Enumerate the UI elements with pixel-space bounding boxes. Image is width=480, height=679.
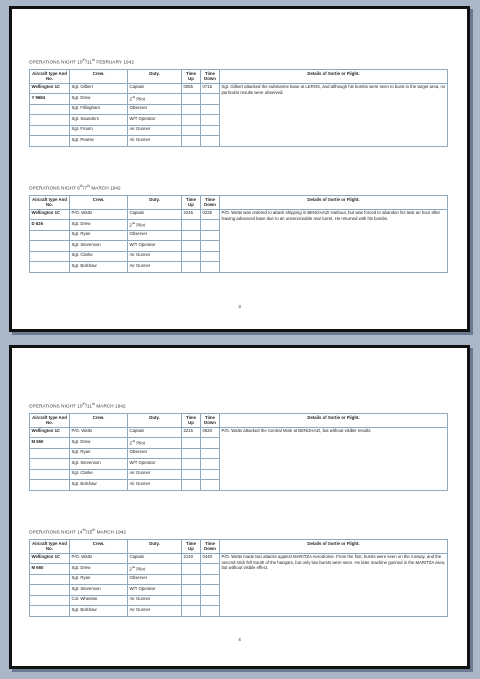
- time-down-cell: [201, 136, 220, 147]
- aircraft-cell: [30, 585, 70, 596]
- crew-duty: 2nd Pilot: [128, 564, 182, 575]
- time-down-header: Time Down: [201, 540, 220, 554]
- sortie-details: P/O. Watts attacked the Central Mole at BENGHAZI, but without visible results.: [220, 427, 448, 490]
- aircraft-cell: [30, 469, 70, 480]
- ordinal-suffix: th: [92, 528, 96, 532]
- heading-text: MARCH 1942: [90, 185, 121, 191]
- crew-name: Sgt. Bolshaw: [70, 606, 128, 617]
- time-down-cell: [201, 230, 220, 241]
- crew-duty: W/T Operator: [128, 241, 182, 252]
- time-up: 2246: [182, 209, 201, 220]
- crew-row: [30, 209, 448, 220]
- time-up-cell: [182, 230, 201, 241]
- operations-heading: [29, 58, 459, 64]
- aircraft-cell: [30, 574, 70, 585]
- time-up-cell: [182, 104, 201, 115]
- crew-name: Sgt. Gilbert: [70, 83, 128, 94]
- crew-duty: Captain: [128, 209, 182, 220]
- aircraft-number: Y 9684: [30, 94, 70, 105]
- crew-duty: Air Gunner: [128, 136, 182, 147]
- operations-section: [29, 184, 459, 273]
- heading-text: /7: [82, 185, 87, 191]
- time-down: 0440: [201, 553, 220, 564]
- aircraft-cell: [30, 448, 70, 459]
- aircraft-cell: [30, 125, 70, 136]
- time-up-cell: [182, 438, 201, 449]
- time-down-cell: [201, 115, 220, 126]
- operations-table: [29, 539, 448, 617]
- operations-table: [29, 195, 448, 273]
- aircraft-type: Wellington 1C: [30, 209, 70, 220]
- heading-text: OPERATIONS NIGHT 10: [29, 59, 83, 65]
- crew-name: Sgt. Clarke: [70, 251, 128, 262]
- page-number: 3: [238, 304, 241, 309]
- crew-duty: Observer: [128, 574, 182, 585]
- duty-header: Duty.: [128, 540, 182, 554]
- aircraft-cell: [30, 480, 70, 491]
- operations-table: [29, 413, 448, 491]
- aircraft-type: Wellington 1C: [30, 83, 70, 94]
- heading-text: OPERATIONS NIGHT 14: [29, 529, 83, 535]
- aircraft-cell: [30, 104, 70, 115]
- crew-name: Sgt. Bolshaw: [70, 480, 128, 491]
- time-up-cell: [182, 595, 201, 606]
- time-up-header: Time Up: [182, 70, 201, 84]
- crew-duty: W/T Operator: [128, 115, 182, 126]
- time-up-cell: [182, 220, 201, 231]
- time-down-cell: [201, 104, 220, 115]
- time-up-cell: [182, 251, 201, 262]
- aircraft-type: Wellington 1C: [30, 553, 70, 564]
- crew-name: P/O. Watts: [70, 427, 128, 438]
- crew-duty: Air Gunner: [128, 606, 182, 617]
- time-down: 0715: [201, 83, 220, 94]
- details-header: Details of Sortie or Flight.: [220, 70, 448, 84]
- time-up-cell: [182, 606, 201, 617]
- crew-name: Sgt. Stevenson: [70, 585, 128, 596]
- aircraft-cell: [30, 595, 70, 606]
- aircraft-number: M 650: [30, 564, 70, 575]
- ordinal-suffix: th: [82, 402, 86, 406]
- crew-duty: Air Gunner: [128, 595, 182, 606]
- crew-name: Sgt. Ryan: [70, 574, 128, 585]
- time-down-header: Time Down: [201, 196, 220, 210]
- time-down-cell: [201, 448, 220, 459]
- aircraft-header: Aircraft type And No.: [30, 196, 70, 210]
- crew-name: Col. Wheelan: [70, 595, 128, 606]
- time-down-cell: [201, 251, 220, 262]
- time-up-cell: [182, 574, 201, 585]
- operations-heading: [29, 402, 459, 408]
- time-down-cell: [201, 459, 220, 470]
- crew-header: Crew.: [70, 414, 128, 428]
- crew-duty: Air Gunner: [128, 251, 182, 262]
- crew-row: [30, 553, 448, 564]
- ordinal-suffix: th: [91, 402, 95, 406]
- time-up-cell: [182, 469, 201, 480]
- crew-duty: Observer: [128, 104, 182, 115]
- aircraft-header: Aircraft type And No.: [30, 70, 70, 84]
- heading-text: /15: [85, 529, 93, 535]
- time-up-cell: [182, 585, 201, 596]
- operations-heading: [29, 184, 459, 190]
- time-up-cell: [182, 262, 201, 273]
- details-header: Details of Sortie or Flight.: [220, 196, 448, 210]
- aircraft-cell: [30, 241, 70, 252]
- crew-name: P/O. Watts: [70, 209, 128, 220]
- crew-name: P/O. Watts: [70, 553, 128, 564]
- crew-duty: Air Gunner: [128, 125, 182, 136]
- time-down-cell: [201, 220, 220, 231]
- crew-header: Crew.: [70, 70, 128, 84]
- aircraft-cell: [30, 136, 70, 147]
- time-up-cell: [182, 125, 201, 136]
- time-down-cell: [201, 480, 220, 491]
- time-down: 0620: [201, 427, 220, 438]
- crew-name: Sgt. Drew: [70, 564, 128, 575]
- heading-text: MARCH 1942: [94, 403, 126, 409]
- heading-text: /11: [85, 403, 92, 409]
- document-page: [9, 6, 470, 332]
- crew-header: Crew.: [70, 540, 128, 554]
- crew-name: Sgt. Ryan: [70, 230, 128, 241]
- crew-duty: Observer: [128, 230, 182, 241]
- crew-duty: 2nd Pilot: [128, 94, 182, 105]
- time-down-cell: [201, 595, 220, 606]
- crew-name: Sgt. Bolshaw: [70, 262, 128, 273]
- crew-header: Crew.: [70, 196, 128, 210]
- duty-header: Duty.: [128, 414, 182, 428]
- sortie-details: P/O. Watts was ordered to attack shipping in BENGHAZI Harbour, but was forced to abandon his task an hour after leaving advanced base due to an unserviceable rear turret. He returned with his bombs.: [220, 209, 448, 272]
- time-up-cell: [182, 94, 201, 105]
- duty-header: Duty.: [128, 70, 182, 84]
- time-up-cell: [182, 136, 201, 147]
- time-down-cell: [201, 469, 220, 480]
- heading-text: OPERATIONS NIGHT 10: [29, 403, 83, 409]
- aircraft-cell: [30, 230, 70, 241]
- aircraft-cell: [30, 262, 70, 273]
- time-down-cell: [201, 241, 220, 252]
- crew-duty: 2nd Pilot: [128, 438, 182, 449]
- time-up-cell: [182, 564, 201, 575]
- heading-text: /11: [85, 59, 92, 65]
- operations-section: [29, 58, 459, 147]
- crew-name: Sgt. Pearse: [70, 136, 128, 147]
- sortie-details: P/O. Watts made two attacks against MARITZA Aerodrome. From the first, bursts were seen on the runway, and the second stick fell South of the hangars, but only two bursts were seen. He later machine gunned in the MARITZA area, but without visible effect.: [220, 553, 448, 616]
- crew-duty: Captain: [128, 83, 182, 94]
- time-up: 2140: [182, 553, 201, 564]
- header-row: [30, 196, 448, 210]
- duty-header: Duty.: [128, 196, 182, 210]
- ordinal-suffix: th: [82, 58, 86, 62]
- time-down-cell: [201, 585, 220, 596]
- crew-duty: 2nd Pilot: [128, 220, 182, 231]
- crew-name: Sgt. Ryan: [70, 448, 128, 459]
- time-up: 2215: [182, 427, 201, 438]
- document-page: [9, 345, 470, 669]
- crew-duty: Captain: [128, 427, 182, 438]
- operations-table: [29, 69, 448, 147]
- time-down-cell: [201, 438, 220, 449]
- crew-name: Sgt. Drew: [70, 438, 128, 449]
- time-down-cell: [201, 125, 220, 136]
- sortie-details: Sgt. Gilbert attacked the submarine base at LEROS, and although his bombs were seen to burst in the target area, no particular results were observed.: [220, 83, 448, 146]
- page-number: 4: [238, 637, 241, 642]
- heading-text: MARCH 1942: [95, 529, 127, 535]
- heading-text: FEBRUARY 1942: [94, 59, 135, 65]
- crew-duty: W/T Operator: [128, 459, 182, 470]
- aircraft-number: M 650: [30, 438, 70, 449]
- aircraft-cell: [30, 251, 70, 262]
- time-down-cell: [201, 574, 220, 585]
- crew-name: Sgt. Stevenson: [70, 459, 128, 470]
- ordinal-suffix: th: [91, 58, 95, 62]
- header-row: [30, 70, 448, 84]
- time-down-cell: [201, 262, 220, 273]
- crew-row: [30, 83, 448, 94]
- header-row: [30, 540, 448, 554]
- crew-duty: W/T Operator: [128, 585, 182, 596]
- ordinal-suffix: th: [86, 184, 90, 188]
- aircraft-cell: [30, 115, 70, 126]
- time-up-cell: [182, 241, 201, 252]
- time-up-header: Time Up: [182, 540, 201, 554]
- crew-duty: Air Gunner: [128, 469, 182, 480]
- time-up-header: Time Up: [182, 196, 201, 210]
- time-up-cell: [182, 480, 201, 491]
- crew-name: Sgt. Saunders: [70, 115, 128, 126]
- crew-name: Sgt. Clarke: [70, 469, 128, 480]
- details-header: Details of Sortie or Flight.: [220, 540, 448, 554]
- header-row: [30, 414, 448, 428]
- crew-duty: Captain: [128, 553, 182, 564]
- crew-row: [30, 427, 448, 438]
- aircraft-type: Wellington 1C: [30, 427, 70, 438]
- crew-duty: Observer: [128, 448, 182, 459]
- crew-duty: Air Gunner: [128, 480, 182, 491]
- time-down-cell: [201, 606, 220, 617]
- crew-name: Sgt. Froom: [70, 125, 128, 136]
- time-down-cell: [201, 564, 220, 575]
- crew-name: Sgt. Drew: [70, 94, 128, 105]
- crew-name: Sgt. Fillingham: [70, 104, 128, 115]
- aircraft-header: Aircraft type And No.: [30, 540, 70, 554]
- operations-section: [29, 528, 459, 617]
- time-down: 0225: [201, 209, 220, 220]
- time-down-header: Time Down: [201, 414, 220, 428]
- aircraft-cell: [30, 459, 70, 470]
- time-up-cell: [182, 115, 201, 126]
- time-up: 0055: [182, 83, 201, 94]
- ordinal-suffix: th: [79, 184, 83, 188]
- aircraft-header: Aircraft type And No.: [30, 414, 70, 428]
- time-down-header: Time Down: [201, 70, 220, 84]
- crew-name: Sgt. Drew: [70, 220, 128, 231]
- aircraft-number: D 626: [30, 220, 70, 231]
- crew-name: Sgt. Stevenson: [70, 241, 128, 252]
- crew-duty: Air Gunner: [128, 262, 182, 273]
- operations-section: [29, 402, 459, 491]
- ordinal-suffix: th: [82, 528, 86, 532]
- heading-text: OPERATIONS NIGHT 6: [29, 185, 80, 191]
- aircraft-cell: [30, 606, 70, 617]
- details-header: Details of Sortie or Flight.: [220, 414, 448, 428]
- time-up-cell: [182, 459, 201, 470]
- operations-heading: [29, 528, 459, 534]
- time-up-cell: [182, 448, 201, 459]
- time-down-cell: [201, 94, 220, 105]
- time-up-header: Time Up: [182, 414, 201, 428]
